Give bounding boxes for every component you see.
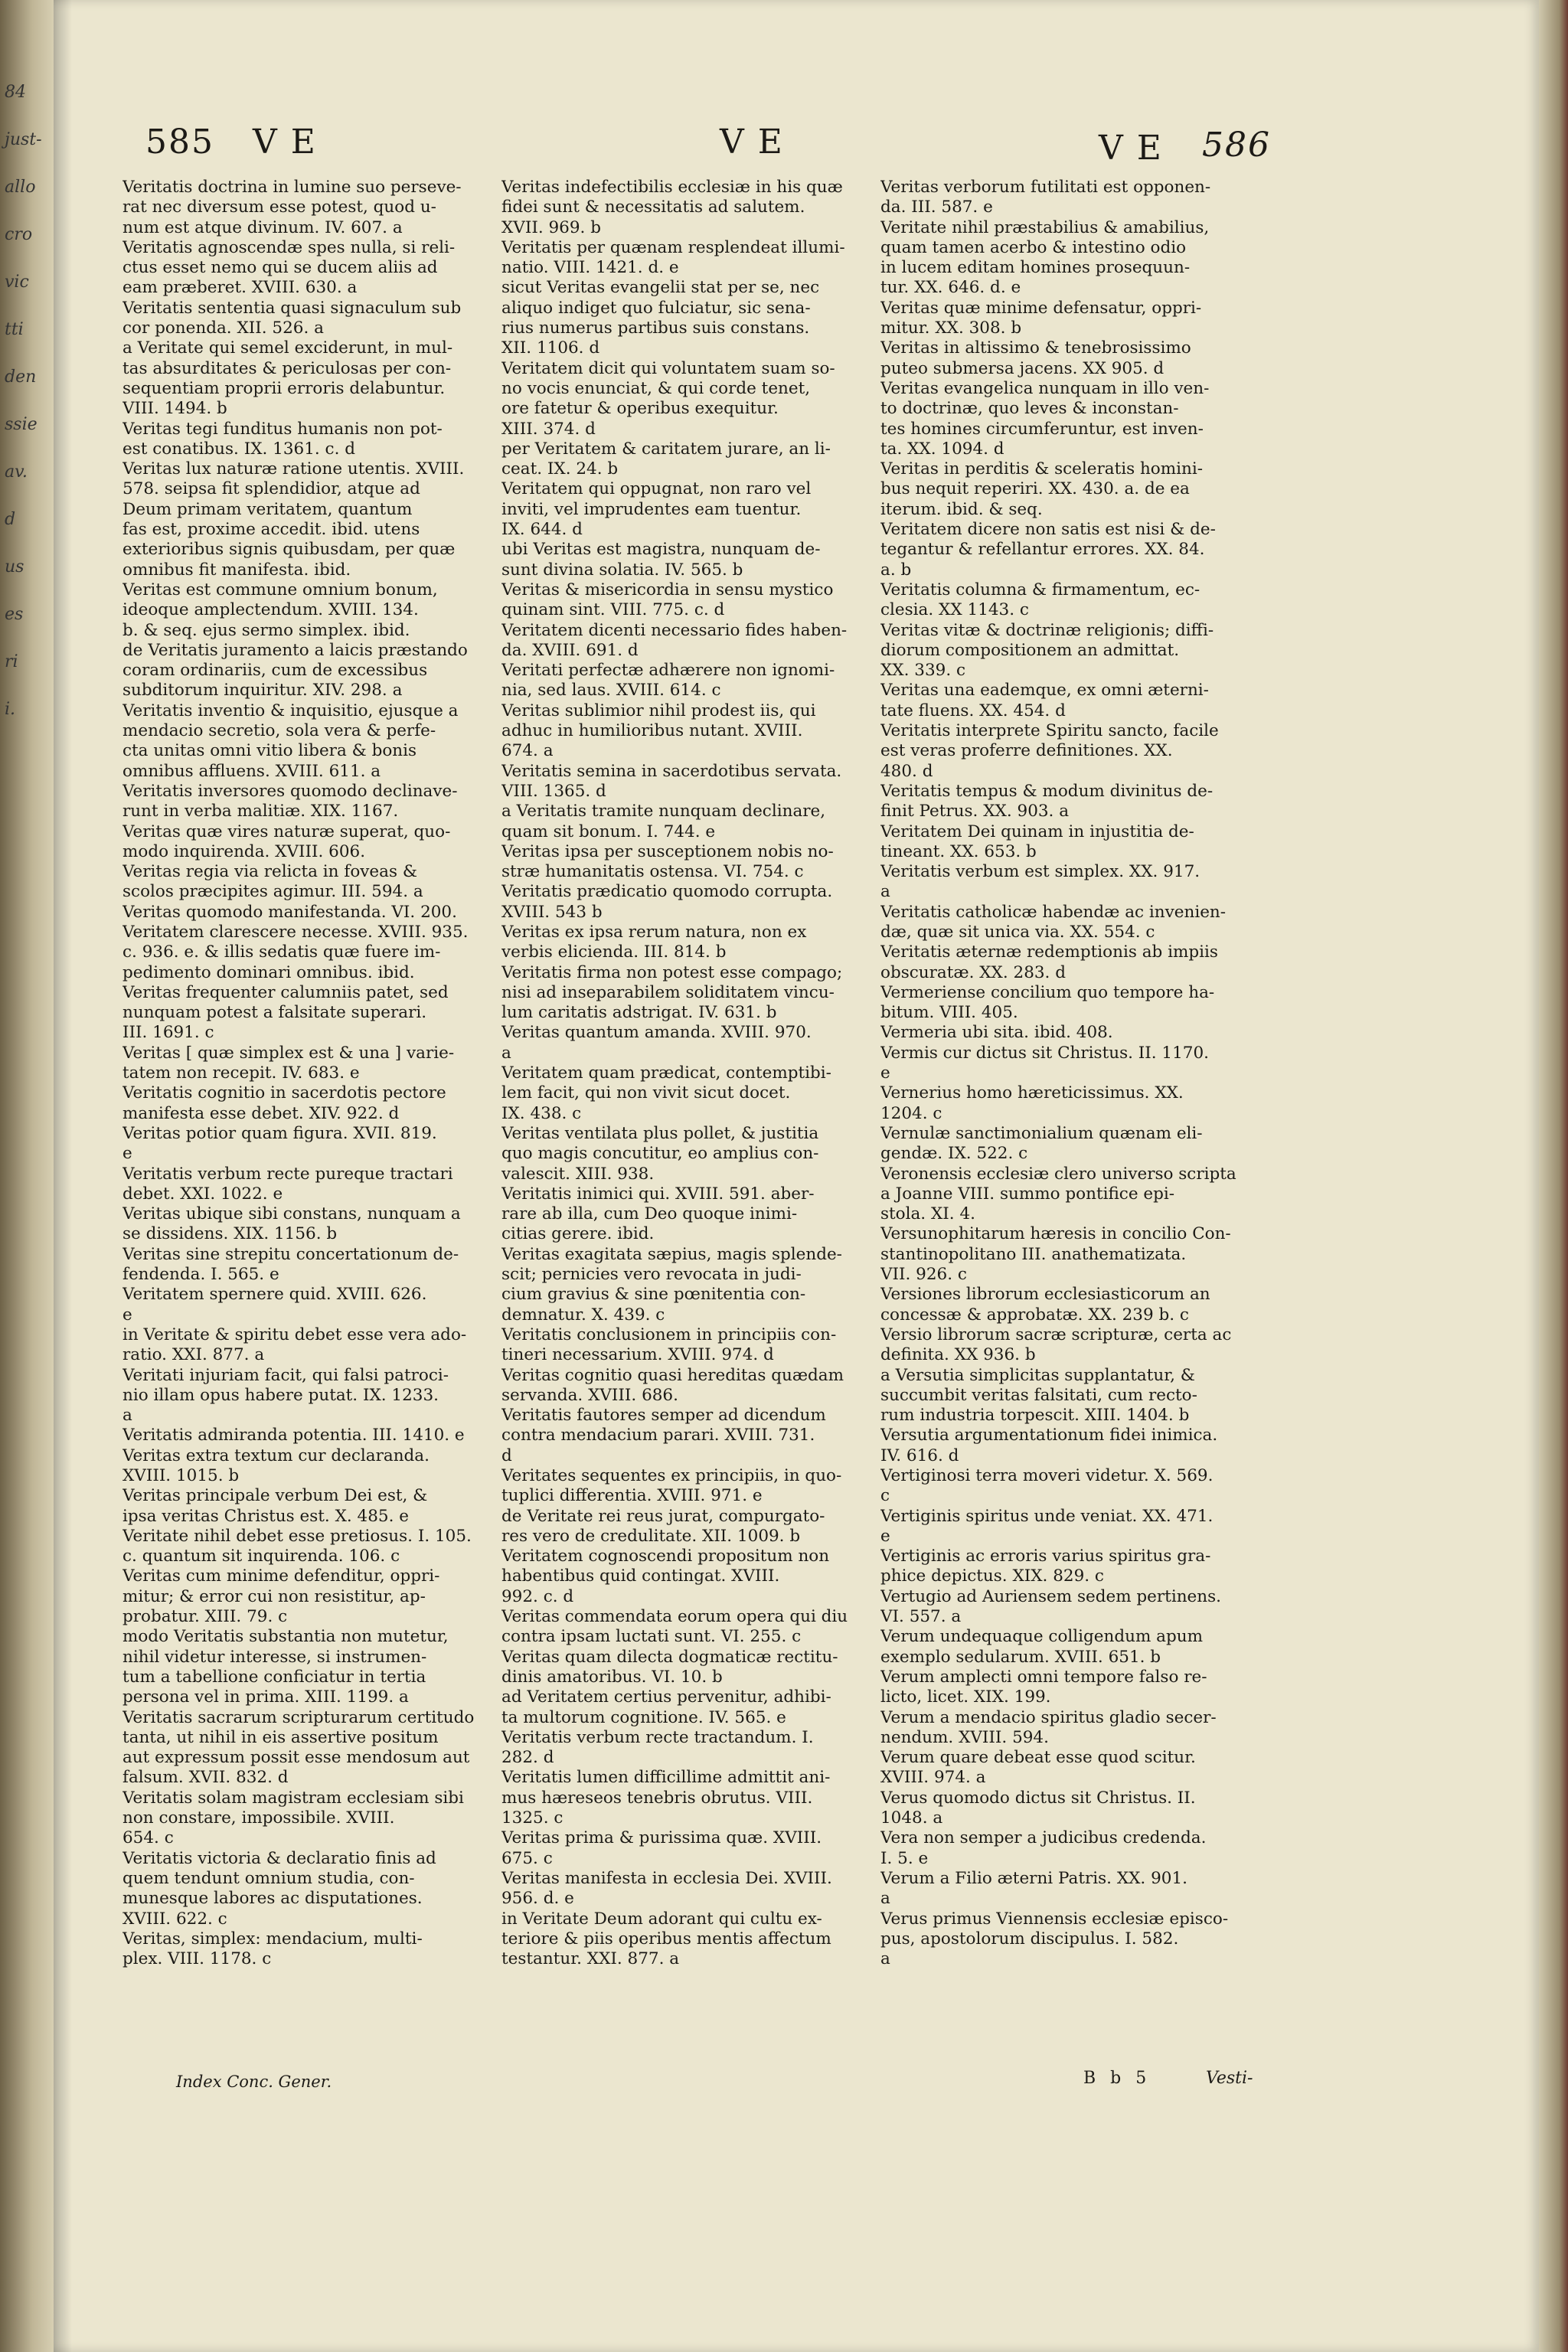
index-entry-line: Versutia argumentationum fidei inimica. xyxy=(880,1426,1218,1446)
index-entry-line: demnatur. X. 439. c xyxy=(501,1305,665,1325)
index-entry-line: Veritas & misericordia in sensu mystico xyxy=(501,580,834,599)
index-entry-line: rat nec diversum esse potest, quod u- xyxy=(122,198,436,217)
adjacent-page-fragment: es xyxy=(5,605,24,624)
index-entry-line: nunquam potest a falsitate superari. xyxy=(122,1003,427,1023)
index-entry-line: Veritatis tempus & modum divinitus de- xyxy=(880,781,1214,801)
index-entry-line: XVIII. 974. a xyxy=(880,1768,986,1788)
index-entry-line: Vermeriense concilium quo tempore ha- xyxy=(880,982,1215,1002)
index-entry-line: ideoque amplectendum. XVIII. 134. xyxy=(122,600,419,620)
index-entry-line: XVIII. 1015. b xyxy=(122,1466,240,1485)
catchword: Vesti- xyxy=(1206,2069,1253,2088)
index-entry-line: 1048. a xyxy=(880,1808,943,1828)
index-entry-line: a xyxy=(122,1406,132,1426)
index-entry-line: Veritas extra textum cur declaranda. xyxy=(122,1446,430,1465)
index-entry-line: 282. d xyxy=(501,1748,554,1768)
index-entry-line: adhuc in humilioribus nutant. XVIII. xyxy=(501,721,803,741)
index-entry-line: nihil videtur interesse, si instrumen- xyxy=(122,1647,427,1667)
index-entry-line: Veritas evangelica nunquam in illo ven- xyxy=(880,378,1210,398)
index-entry-line: bitum. VIII. 405. xyxy=(880,1003,1018,1023)
index-entry-line: phice depictus. XIX. 829. c xyxy=(880,1566,1104,1586)
index-entry-line: Veritas cognitio quasi hereditas quædam xyxy=(501,1365,844,1385)
left-running-head: V E xyxy=(253,122,317,162)
index-entry-line: Veritatem dicit qui voluntatem suam so- xyxy=(501,358,835,378)
index-entry-line: c. quantum sit inquirenda. 106. c xyxy=(122,1547,400,1566)
index-entry-line: a Veritatis tramite nunquam declinare, xyxy=(501,802,826,822)
index-entry-line: dæ, quæ sit unica via. XX. 554. c xyxy=(880,922,1155,942)
index-entry-line: a Veritate qui semel exciderunt, in mul- xyxy=(122,338,453,358)
index-entry-line: XVIII. 543 b xyxy=(501,902,603,922)
index-entry-line: rum industria torpescit. XIII. 1404. b xyxy=(880,1406,1190,1426)
index-entry-line: bus nequit reperiri. XX. 430. a. de ea xyxy=(880,479,1190,499)
index-entry-line: III. 1691. c xyxy=(122,1023,214,1043)
index-entry-line: inviti, vel imprudentes eam tuentur. xyxy=(501,499,802,519)
index-entry-line: contra mendacium parari. XVIII. 731. xyxy=(501,1426,815,1446)
index-entry-line: sequentiam proprii erroris delabuntur. xyxy=(122,378,446,398)
adjacent-page-fragment: av. xyxy=(5,462,28,482)
index-entry-line: in lucem editam homines prosequun- xyxy=(880,258,1191,278)
index-entry-line: Verum a Filio æterni Patris. XX. 901. xyxy=(880,1868,1187,1888)
index-entry-line: VII. 926. c xyxy=(880,1265,967,1285)
left-page-number: 585 xyxy=(145,122,214,162)
index-entry-line: Veritas lux naturæ ratione utentis. XVIII. xyxy=(122,459,465,479)
index-entry-line: 480. d xyxy=(880,761,933,781)
index-entry-line: citias gerere. ibid. xyxy=(501,1224,655,1244)
index-entry-line: Vertiginosi terra moveri videtur. X. 569. xyxy=(880,1466,1214,1485)
index-entry-line: c. 936. e. & illis sedatis quæ fuere im- xyxy=(122,942,441,962)
index-entry-line: Veritatis conclusionem in principiis con- xyxy=(501,1325,837,1344)
index-entry-line: coram ordinariis, cum de excessibus xyxy=(122,661,428,681)
index-entry-line: est veras proferre definitiones. XX. xyxy=(880,741,1173,761)
index-entry-line: scit; pernicies vero revocata in judi- xyxy=(501,1265,802,1285)
index-entry-line: nisi ad inseparabilem soliditatem vincu- xyxy=(501,982,835,1002)
index-entry-line: Veritas [ quæ simplex est & una ] varie- xyxy=(122,1043,455,1063)
index-entry-line: mitur. XX. 308. b xyxy=(880,318,1022,338)
index-entry-line: Veritatis verbum recte tractandum. I. xyxy=(501,1727,814,1747)
index-entry-line: ore fatetur & operibus exequitur. xyxy=(501,399,779,419)
index-entry-line: Veritatem spernere quid. XVIII. 626. xyxy=(122,1285,427,1305)
index-entry-line: e xyxy=(122,1305,132,1325)
adjacent-page-edge xyxy=(0,0,54,2352)
index-entry-line: c xyxy=(880,1486,890,1506)
index-entry-line: Veritatem dicenti necessario fides haben- xyxy=(501,620,848,640)
index-entry-line: Veritas, simplex: mendacium, multi- xyxy=(122,1929,423,1949)
index-entry-line: Versio librorum sacræ scripturæ, certa ac xyxy=(880,1325,1232,1344)
index-entry-line: Veritatem quam prædicat, contemptibi- xyxy=(501,1063,831,1083)
index-entry-line: Veritas una eademque, ex omni æterni- xyxy=(880,681,1209,701)
index-entry-line: Veritas ventilata plus pollet, & justitia xyxy=(501,1123,819,1143)
index-entry-line: lem facit, qui non vivit sicut docet. xyxy=(501,1083,791,1103)
index-entry-line: XX. 339. c xyxy=(880,661,966,681)
page-gutter-shadow xyxy=(54,0,72,2352)
index-entry-line: Veritates sequentes ex principiis, in quo- xyxy=(501,1466,842,1485)
index-entry-line: Veritati injuriam facit, qui falsi patroci- xyxy=(122,1365,449,1385)
index-entry-line: a xyxy=(880,882,890,902)
adjacent-page-fragment: den xyxy=(5,368,37,387)
index-entry-line: quam sit bonum. I. 744. e xyxy=(501,822,716,841)
index-entry-line: mendacio secretio, sola vera & perfe- xyxy=(122,721,436,741)
index-entry-line: tum a tabellione conficiatur in tertia xyxy=(122,1667,426,1687)
index-entry-line: Veritatem cognoscendi propositum non xyxy=(501,1547,830,1566)
adjacent-page-fragment: i. xyxy=(5,700,16,719)
index-entry-line: est conatibus. IX. 1361. c. d xyxy=(122,439,356,459)
index-entry-line: Veritas frequenter calumniis patet, sed xyxy=(122,982,449,1002)
index-entry-line: debet. XXI. 1022. e xyxy=(122,1184,283,1204)
index-entry-line: a xyxy=(501,1043,511,1063)
adjacent-page-fragment: cro xyxy=(5,225,33,244)
index-entry-line: Verus primus Viennensis ecclesiæ episco- xyxy=(880,1909,1229,1929)
index-entry-line: Veritatis verbum recte pureque tractari xyxy=(122,1164,453,1184)
index-entry-line: Verum amplecti omni tempore falso re- xyxy=(880,1667,1207,1687)
index-entry-line: exterioribus signis quibusdam, per quæ xyxy=(122,540,456,560)
index-entry-line: 992. c. d xyxy=(501,1586,574,1606)
index-entry-line: 674. a xyxy=(501,741,554,761)
index-entry-line: pedimento dominari omnibus. ibid. xyxy=(122,962,415,982)
index-entry-line: modo Veritatis substantia non mutetur, xyxy=(122,1627,449,1647)
index-entry-line: tas absurditates & periculosas per con- xyxy=(122,358,452,378)
index-entry-line: Veritas est commune omnium bonum, xyxy=(122,580,438,599)
index-entry-line: Veritas verborum futilitati est opponen- xyxy=(880,178,1211,197)
index-entry-line: Veritatis victoria & declaratio finis ad xyxy=(122,1848,436,1868)
index-entry-line: Veritatis inversores quomodo declinave- xyxy=(122,781,458,801)
index-entry-line: a xyxy=(880,1949,890,1969)
index-entry-line: quo magis concutitur, eo amplius con- xyxy=(501,1144,819,1164)
index-entry-line: da. III. 587. e xyxy=(880,198,993,217)
index-entry-line: res vero de credulitate. XII. 1009. b xyxy=(501,1526,801,1546)
index-entry-line: Veritatis fautores semper ad dicendum xyxy=(501,1406,826,1426)
index-entry-line: tes homines circumferuntur, est inven- xyxy=(880,419,1204,439)
index-entry-line: 675. c xyxy=(501,1848,553,1868)
index-entry-line: munesque labores ac disputationes. xyxy=(122,1889,423,1909)
index-entry-line: d xyxy=(501,1446,512,1465)
index-entry-line: tanta, ut nihil in eis assertive positum xyxy=(122,1727,439,1747)
index-entry-line: nendum. XVIII. 594. xyxy=(880,1727,1049,1747)
index-entry-line: Veritas prima & purissima quæ. XVIII. xyxy=(501,1828,822,1848)
index-entry-line: Veritatis catholicæ habendæ ac invenien- xyxy=(880,902,1227,922)
index-entry-line: in Veritate & spiritu debet esse vera ado- xyxy=(122,1325,467,1344)
index-entry-line: ratio. XXI. 877. a xyxy=(122,1345,265,1365)
index-entry-line: iterum. ibid. & seq. xyxy=(880,499,1043,519)
index-entry-line: nio illam opus habere putat. IX. 1233. xyxy=(122,1385,439,1405)
printer-signature: Index Conc. Gener. xyxy=(176,2073,332,2091)
index-entry-line: a Versutia simplicitas supplantatur, & xyxy=(880,1365,1195,1385)
adjacent-page-fragment: d xyxy=(5,510,16,529)
index-entry-line: XVIII. 622. c xyxy=(122,1909,227,1929)
index-entry-line: pus, apostolorum discipulus. I. 582. xyxy=(880,1929,1179,1949)
index-entry-line: valescit. XIII. 938. xyxy=(501,1164,655,1184)
index-entry-line: 1325. c xyxy=(501,1808,564,1828)
index-entry-line: ubi Veritas est magistra, nunquam de- xyxy=(501,540,821,560)
index-entry-line: tineant. XX. 653. b xyxy=(880,841,1037,861)
index-entry-line: 654. c xyxy=(122,1828,174,1848)
index-entry-line: teriore & piis operibus mentis affectum xyxy=(501,1929,831,1949)
index-entry-line: per Veritatem & caritatem jurare, an li- xyxy=(501,439,831,459)
index-entry-line: stantinopolitano III. anathematizata. xyxy=(880,1244,1187,1264)
index-entry-line: se dissidens. XIX. 1156. b xyxy=(122,1224,338,1244)
index-entry-line: obscuratæ. XX. 283. d xyxy=(880,962,1066,982)
index-entry-line: Veritas quæ minime defensatur, oppri- xyxy=(880,298,1202,318)
index-entry-line: Veritatis verbum est simplex. XX. 917. xyxy=(880,862,1200,882)
index-entry-line: Veritatis sententia quasi signaculum sub xyxy=(122,298,462,318)
index-entry-line: sicut Veritas evangelii stat per se, nec xyxy=(501,278,820,298)
index-entry-line: VIII. 1494. b xyxy=(122,399,227,419)
index-entry-line: probatur. XIII. 79. c xyxy=(122,1607,288,1627)
index-entry-line: stræ humanitatis ostensa. VI. 754. c xyxy=(501,862,804,882)
index-entry-line: fas est, proxime accedit. ibid. utens xyxy=(122,520,420,540)
index-entry-line: mitur; & error cui non resistitur, ap- xyxy=(122,1586,426,1606)
index-entry-line: fendenda. I. 565. e xyxy=(122,1265,279,1285)
index-entry-line: falsum. XVII. 832. d xyxy=(122,1768,289,1788)
index-entry-line: Veritas tegi funditus humanis non pot- xyxy=(122,419,443,439)
index-entry-line: quinam sint. VIII. 775. c. d xyxy=(501,600,725,620)
index-entry-line: VI. 557. a xyxy=(880,1607,962,1627)
index-entry-line: stola. XI. 4. xyxy=(880,1204,975,1224)
index-entry-line: ipsa veritas Christus est. X. 485. e xyxy=(122,1506,409,1526)
index-entry-line: Vernulæ sanctimonialium quænam eli- xyxy=(880,1123,1203,1143)
index-entry-line: dinis amatoribus. VI. 10. b xyxy=(501,1667,723,1687)
index-entry-line: Veritatis inventio & inquisitio, ejusque a xyxy=(122,701,459,720)
adjacent-page-fragment: vic xyxy=(5,273,29,292)
index-entry-line: de Veritate rei reus jurat, compurgato- xyxy=(501,1506,825,1526)
index-entry-line: XIII. 374. d xyxy=(501,419,596,439)
index-entry-line: manifesta esse debet. XIV. 922. d xyxy=(122,1103,400,1123)
index-entry-line: ceat. IX. 24. b xyxy=(501,459,619,479)
index-entry-line: persona vel in prima. XIII. 1199. a xyxy=(122,1687,409,1707)
index-entry-line: Veritas ubique sibi constans, nunquam a xyxy=(122,1204,461,1224)
index-entry-line: Veritas cum minime defenditur, oppri- xyxy=(122,1566,440,1586)
index-entry-line: Veritatis agnoscendæ spes nulla, si reli- xyxy=(122,237,456,257)
index-entry-line: plex. VIII. 1178. c xyxy=(122,1949,272,1969)
index-entry-line: verbis elicienda. III. 814. b xyxy=(501,942,727,962)
adjacent-page-fragment: ssie xyxy=(5,415,38,434)
index-entry-line: ta multorum cognitione. IV. 565. e xyxy=(501,1707,786,1727)
index-entry-line: Veritatis admiranda potentia. III. 1410. e xyxy=(122,1426,465,1446)
index-entry-line: XVII. 969. b xyxy=(501,217,601,237)
index-entry-line: Veritas quantum amanda. XVIII. 970. xyxy=(501,1023,812,1043)
index-entry-line: Veritas indefectibilis ecclesiæ in his quæ xyxy=(501,178,843,197)
center-running-head: V E xyxy=(720,122,784,162)
index-entry-line: succumbit veritas falsitati, cum recto- xyxy=(880,1385,1197,1405)
index-entry-line: exemplo sedularum. XVIII. 651. b xyxy=(880,1647,1161,1667)
index-entry-line: Veritatis semina in sacerdotibus servata. xyxy=(501,761,842,781)
index-entry-line: Verum quare debeat esse quod scitur. xyxy=(880,1748,1196,1768)
index-entry-line: to doctrinæ, quo leves & inconstan- xyxy=(880,399,1179,419)
index-entry-line: Veritas regia via relicta in foveas & xyxy=(122,862,417,882)
index-entry-line: e xyxy=(880,1526,890,1546)
index-entry-line: Veronensis ecclesiæ clero universo scripta xyxy=(880,1164,1236,1184)
adjacent-page-fragment: 84 xyxy=(5,83,26,102)
index-entry-line: cor ponenda. XII. 526. a xyxy=(122,318,324,338)
index-entry-line: Veritati perfectæ adhærere non ignomi- xyxy=(501,661,835,681)
index-entry-line: de Veritatis juramento a laicis præstando xyxy=(122,640,468,660)
index-entry-line: num est atque divinum. IV. 607. a xyxy=(122,217,403,237)
index-entry-line: Vermeria ubi sita. ibid. 408. xyxy=(880,1023,1113,1043)
index-entry-line: tur. XX. 646. d. e xyxy=(880,278,1021,298)
index-entry-line: Vernerius homo hæreticissimus. XX. xyxy=(880,1083,1184,1103)
right-page-number: 586 xyxy=(1202,126,1271,165)
index-entry-line: Verus quomodo dictus sit Christus. II. xyxy=(880,1788,1196,1808)
index-entry-line: Veritas potior quam figura. XVII. 819. xyxy=(122,1123,437,1143)
index-entry-line: Veritas ex ipsa rerum natura, non ex xyxy=(501,922,807,942)
index-entry-line: Veritate nihil debet esse pretiosus. I. 105. xyxy=(122,1526,472,1546)
adjacent-page-fragment: ri xyxy=(5,652,18,671)
index-entry-line: Vertiginis spiritus unde veniat. XX. 471. xyxy=(880,1506,1214,1526)
index-entry-line: Veritas quæ vires naturæ superat, quo- xyxy=(122,822,451,841)
index-entry-line: Vertugio ad Auriensem sedem pertinens. xyxy=(880,1586,1221,1606)
index-entry-line: lum caritatis adstrigat. IV. 631. b xyxy=(501,1003,777,1023)
index-entry-line: Veritas in perditis & sceleratis homini- xyxy=(880,459,1203,479)
index-entry-line: eam præberet. XVIII. 630. a xyxy=(122,278,358,298)
adjacent-page-fragment: us xyxy=(5,557,24,577)
index-entry-line: Veritatis interprete Spiritu sancto, facile xyxy=(880,721,1219,741)
index-entry-line: tineri necessarium. XVIII. 974. d xyxy=(501,1345,774,1365)
index-entry-line: e xyxy=(880,1063,890,1083)
index-entry-line: IX. 438. c xyxy=(501,1103,582,1123)
index-entry-line: non constare, impossibile. XVIII. xyxy=(122,1808,395,1828)
index-entry-line: quam tamen acerbo & intestino odio xyxy=(880,237,1187,257)
index-entry-line: natio. VIII. 1421. d. e xyxy=(501,258,679,278)
index-entry-line: I. 5. e xyxy=(880,1848,929,1868)
index-entry-line: Veritatis solam magistram ecclesiam sibi xyxy=(122,1788,464,1808)
index-entry-line: Vera non semper a judicibus credenda. xyxy=(880,1828,1207,1848)
index-entry-line: Veritas ipsa per susceptionem nobis no- xyxy=(501,841,834,861)
index-entry-line: VIII. 1365. d xyxy=(501,781,606,801)
index-entry-line: cium gravius & sine pœnitentia con- xyxy=(501,1285,806,1305)
index-entry-line: in Veritate Deum adorant qui cultu ex- xyxy=(501,1909,822,1929)
index-entry-line: habentibus quid contingat. XVIII. xyxy=(501,1566,780,1586)
index-entry-line: Veritas sine strepitu concertationum de- xyxy=(122,1244,459,1264)
index-entry-line: Veritatis inimici qui. XVIII. 591. aber- xyxy=(501,1184,815,1204)
index-entry-line: IV. 616. d xyxy=(880,1446,959,1465)
adjacent-page-fragment: just- xyxy=(5,130,42,149)
right-running-head: V E xyxy=(1099,129,1163,168)
index-entry-line: Veritatem dicere non satis est nisi & de- xyxy=(880,520,1216,540)
index-entry-line: omnibus affluens. XVIII. 611. a xyxy=(122,761,381,781)
index-entry-line: sunt divina solatia. IV. 565. b xyxy=(501,560,743,580)
adjacent-page-fragment: tti xyxy=(5,320,24,339)
index-entry-line: Veritatem qui oppugnat, non raro vel xyxy=(501,479,812,499)
index-entry-line: tate fluens. XX. 454. d xyxy=(880,701,1066,720)
index-entry-line: licto, licet. XIX. 199. xyxy=(880,1687,1051,1707)
index-entry-line: no vocis enunciat, & qui corde tenet, xyxy=(501,378,811,398)
index-entry-line: a Joanne VIII. summo pontifice epi- xyxy=(880,1184,1175,1204)
index-entry-line: 578. seipsa fit splendidior, atque ad xyxy=(122,479,420,499)
index-entry-line: Veritatis firma non potest esse compago; xyxy=(501,962,843,982)
index-entry-line: servanda. XVIII. 686. xyxy=(501,1385,678,1405)
index-entry-line: Veritatis columna & firmamentum, ec- xyxy=(880,580,1200,599)
index-entry-line: contra ipsam luctati sunt. VI. 255. c xyxy=(501,1627,802,1647)
index-entry-line: Veritas manifesta in ecclesia Dei. XVIII. xyxy=(501,1868,832,1888)
index-entry-line: rius numerus partibus suis constans. xyxy=(501,318,810,338)
index-entry-line: tatem non recepit. IV. 683. e xyxy=(122,1063,360,1083)
index-entry-line: clesia. XX 1143. c xyxy=(880,600,1029,620)
index-entry-line: Veritas commendata eorum opera qui diu xyxy=(501,1607,848,1627)
index-entry-line: Veritatis doctrina in lumine suo perseve- xyxy=(122,178,462,197)
index-entry-line: testantur. XXI. 877. a xyxy=(501,1949,680,1969)
index-entry-line: b. & seq. ejus sermo simplex. ibid. xyxy=(122,620,410,640)
adjacent-page-fragment: allo xyxy=(5,178,36,197)
index-entry-line: aliquo indiget quo fulciatur, sic sena- xyxy=(501,298,811,318)
index-entry-line: Veritatis sacrarum scripturarum certitudo xyxy=(122,1707,475,1727)
index-entry-line: Veritas quomodo manifestanda. VI. 200. xyxy=(122,902,457,922)
index-entry-line: Verum a mendacio spiritus gladio secer- xyxy=(880,1707,1217,1727)
index-entry-line: runt in verba malitiæ. XIX. 1167. xyxy=(122,802,399,822)
index-entry-line: a xyxy=(880,1889,890,1909)
index-entry-line: Veritatis cognitio in sacerdotis pectore xyxy=(122,1083,446,1103)
index-entry-line: subditorum inquiritur. XIV. 298. a xyxy=(122,681,403,701)
index-entry-line: gendæ. IX. 522. c xyxy=(880,1144,1028,1164)
index-column-2 xyxy=(501,178,861,2138)
index-entry-line: nia, sed laus. XVIII. 614. c xyxy=(501,681,721,701)
index-entry-line: rare ab illa, cum Deo quoque inimi- xyxy=(501,1204,798,1224)
index-entry-line: a. b xyxy=(880,560,912,580)
index-entry-line: fidei sunt & necessitatis ad salutem. xyxy=(501,198,805,217)
index-entry-line: scolos præcipites agimur. III. 594. a xyxy=(122,882,423,902)
index-entry-line: ad Veritatem certius pervenitur, adhibi- xyxy=(501,1687,831,1707)
index-entry-line: quem tendunt omnium studia, con- xyxy=(122,1868,415,1888)
index-entry-line: Versiones librorum ecclesiasticorum an xyxy=(880,1285,1210,1305)
index-entry-line: Veritas quam dilecta dogmaticæ rectitu- xyxy=(501,1647,838,1667)
index-entry-line: tuplici differentia. XVIII. 971. e xyxy=(501,1486,763,1506)
index-entry-line: puteo submersa jacens. XX 905. d xyxy=(880,358,1165,378)
index-entry-line: Vermis cur dictus sit Christus. II. 1170. xyxy=(880,1043,1209,1063)
index-entry-line: Veritatem clarescere necesse. XVIII. 935. xyxy=(122,922,469,942)
index-entry-line: aut expressum possit esse mendosum aut xyxy=(122,1748,470,1768)
index-entry-line: 956. d. e xyxy=(501,1889,574,1909)
index-entry-line: Veritate nihil præstabilius & amabilius, xyxy=(880,217,1210,237)
index-entry-line: modo inquirenda. XVIII. 606. xyxy=(122,841,366,861)
index-entry-line: e xyxy=(122,1144,132,1164)
index-entry-line: concessæ & approbatæ. XX. 239 b. c xyxy=(880,1305,1189,1325)
index-column-3 xyxy=(880,178,1240,2138)
index-entry-line: tegantur & refellantur errores. XX. 84. xyxy=(880,540,1205,560)
index-entry-line: ta. XX. 1094. d xyxy=(880,439,1004,459)
index-entry-line: Veritas principale verbum Dei est, & xyxy=(122,1486,428,1506)
index-entry-line: ctus esset nemo qui se ducem aliis ad xyxy=(122,258,438,278)
index-entry-line: Versunophitarum hæresis in concilio Con- xyxy=(880,1224,1231,1244)
index-entry-line: cta unitas omni vitio libera & bonis xyxy=(122,741,417,761)
index-entry-line: definita. XX 936. b xyxy=(880,1345,1036,1365)
gathering-signature-mark: B b 5 xyxy=(1083,2069,1152,2088)
index-column-1 xyxy=(122,178,482,2138)
index-entry-line: Veritatis lumen difficillime admittit ani- xyxy=(501,1768,831,1788)
index-entry-line: mus hæreseos tenebris obrutus. VIII. xyxy=(501,1788,813,1808)
index-entry-line: Vertiginis ac erroris varius spiritus gra- xyxy=(880,1547,1211,1566)
index-entry-line: 1204. c xyxy=(880,1103,942,1123)
index-entry-line: omnibus fit manifesta. ibid. xyxy=(122,560,351,580)
index-entry-line: Verum undequaque colligendum apum xyxy=(880,1627,1203,1647)
index-entry-line: da. XVIII. 691. d xyxy=(501,640,639,660)
index-entry-line: Veritatis prædicatio quomodo corrupta. xyxy=(501,882,833,902)
index-entry-line: Veritas vitæ & doctrinæ religionis; diffi- xyxy=(880,620,1214,640)
index-entry-line: diorum compositionem an admittat. xyxy=(880,640,1180,660)
index-entry-line: IX. 644. d xyxy=(501,520,583,540)
index-entry-line: finit Petrus. XX. 903. a xyxy=(880,802,1070,822)
index-entry-line: Veritas exagitata sæpius, magis splende- xyxy=(501,1244,842,1264)
page-header xyxy=(145,122,1286,176)
index-entry-line: Deum primam veritatem, quantum xyxy=(122,499,413,519)
index-entry-line: Veritas in altissimo & tenebrosissimo xyxy=(880,338,1191,358)
index-entry-line: XII. 1106. d xyxy=(501,338,600,358)
book-cover-edge xyxy=(1539,0,1568,2352)
index-entry-line: Veritatis æternæ redemptionis ab impiis xyxy=(880,942,1218,962)
index-entry-line: Veritatem Dei quinam in injustitia de- xyxy=(880,822,1194,841)
index-entry-line: Veritas sublimior nihil prodest iis, qui xyxy=(501,701,816,720)
index-entry-line: Veritatis per quænam resplendeat illumi- xyxy=(501,237,845,257)
